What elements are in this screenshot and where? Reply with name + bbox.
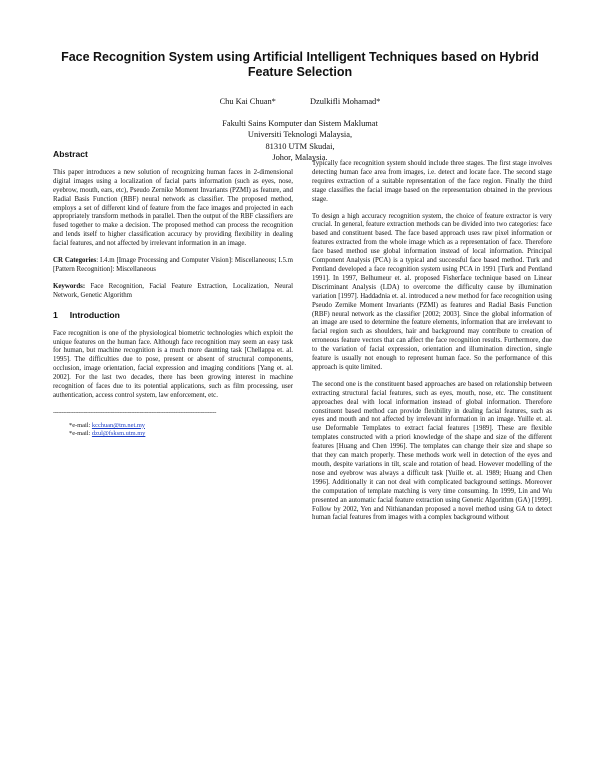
- author-name: Dzulkifli Mohamad*: [309, 97, 381, 106]
- affiliation-line: Fakulti Sains Komputer dan Sistem Maklumat: [222, 119, 378, 128]
- right-column: [312, 160, 552, 531]
- cr-categories-label: CR Categories: [53, 257, 97, 265]
- section-heading-introduction: [53, 311, 293, 320]
- footnote-prefix: *e-mail:: [69, 430, 92, 438]
- left-column: [53, 150, 293, 439]
- abstract-heading: Abstract: [53, 149, 88, 159]
- author-name: Chu Kai Chuan*: [219, 97, 276, 106]
- body-paragraph: Typically face recognition system should include three stages. The first stage involves detecting human face area from images, i.e. detect and locate face. The second stage requires extraction of a suitable representation of the face region. Finally the third stage classifies the facial image based on the representation obtained in the previous stage.: [312, 160, 552, 203]
- abstract-text: This paper introduces a new solution of recognizing human faces in 2-dimensional digital images using a localization of facial parts information (such as eyes, nose, eyebrow, mouth, ears, etc), Pseudo Zernike Moment Invariants (PZMI) as feature, and Radial Basis Function (RBF) neural network as classifier. The proposed method, employs a set of different kind of feature from the face images and projected in each appropriately transform methods in parallel. Then the output of the RBF classifiers are fused together to make a decision. The proposed method can process the recognition and lends itself to higher classification accuracy by providing flexibility in dealing facial features, and not affected by irrelevant information in an image.: [53, 168, 293, 248]
- cr-categories-text: : I.4.m [Image Processing and Computer Vision]: Miscellaneous; I.5.m [Pattern Recognition]: Miscellaneous: [53, 257, 293, 273]
- author-line: [60, 96, 540, 107]
- section-title: Introduction: [69, 309, 120, 320]
- email-link[interactable]: dzul@fsksm.utm.my: [91, 430, 146, 438]
- body-paragraph: The second one is the constituent based approaches are based on relationship between extracting structural facial features, such as eyes, mouth, nose, etc. The constituent approaches deal with local information instead of global information. Therefore constituent based method can provide flexibility in dealing facial features, such as eyes and mouth and not affected by irrelevant information in an image. Yuille et. al. use Deformable Templates to extract facial features [1989]. These are flexible templates constructed with a priori knowledge of the shape and size of the different features [Huang and Chen 1996]. The templates can change their size and shape so that they can match properly. These methods work well in detection of the eyes and mouth, despite variations in tilt, scale and rotation of head. However modelling of the nose and eyebrow was always a difficult task [Yuille et. al. 1989; Huang and Chen 1996]. Additionally it can not deal with complicated background settings. Moreover the computation of template matching is very time consuming. In 1999, Lin and Wu presented an automatic facial feature extraction using Genetic Algorithm (GA) [1999]. Follow by 2002, Yen and Nithianandan proposed a novel method using GA to detect human facial features from images with a complex background without: [312, 380, 552, 522]
- keywords-text: Face Recognition, Facial Feature Extraction, Localization, Neural Network, Genetic Algorithm: [53, 282, 293, 299]
- keywords-label: Keywords:: [53, 282, 86, 290]
- introduction-text: Face recognition is one of the physiological biometric technologies which exploit the unique features on the human face. Although face recognition may seem an easy task for human, but machine recognition is a much more daunting task [Chellappa et. al. 1995]. The difficulties due to pose, present or absent of structural components, occlusion, image orientation, facial expression and imaging conditions [Yang et. al. 2002]. For the last two decades, there has been growing interest in machine recognition of faces due to its potential applications, such as film processing, user authentication, access control system, law enforcement, etc.: [53, 329, 293, 399]
- cr-categories: [53, 257, 293, 275]
- affiliation-line: Universiti Teknologi Malaysia,: [247, 130, 353, 140]
- affiliation-line: 81310 UTM Skudai,: [265, 141, 335, 151]
- footnote: [69, 430, 293, 438]
- footnote: [69, 422, 293, 430]
- paper-title: Face Recognition System using Artificial Intelligent Techniques based on Hybrid Feature Selection: [61, 50, 539, 79]
- body-paragraph: To design a high accuracy recognition system, the choice of feature extractor is very crucial. In general, feature extraction methods can be divided into two categories: face based and constituent based. The face based approach uses raw pixel information or features extracted from the whole image which as a representation of face. Therefore face based method use global information instead of local information. Principal Component Analysis (PCA) is a typical and successful face based method. Turk and Pentland developed a face recognition system using PCA in 1991 [Turk and Pentland 1991]. In 1997, Belhumeur et. al. proposed Fisherface technique based on Linear Discriminant Analysis (LDA) to overcome the difficulty cause by illumination variation [1997]. Haddadnia et. al. introduced a new method for face recognition using Pseudo Zernike Moment Invariants (PZMI) as features and Radial Basis Function (RBF) neural network as the classifier [2002; 2003]. Since the global information of an image are used to determine the feature elements, information that are irrelevant to facial region such as shoulders, hair and background may contribute to creation of erroneous feature vectors that can affect the face recognition results. Furthermore, due to the variation of facial expression, orientation and illumination direction, single feature is usually not enough to represent human face. So the performance of this approach is quite limited.: [312, 212, 552, 371]
- email-link[interactable]: kcchuan@tm.net.my: [91, 421, 145, 429]
- section-number: 1: [53, 309, 58, 320]
- footnote-rule: ------------------------------------------------------------------------------------------------: [53, 409, 217, 416]
- affiliation-line: Johor, Malaysia.: [272, 153, 328, 163]
- footnote-prefix: *e-mail:: [69, 421, 92, 429]
- keywords: [53, 283, 293, 301]
